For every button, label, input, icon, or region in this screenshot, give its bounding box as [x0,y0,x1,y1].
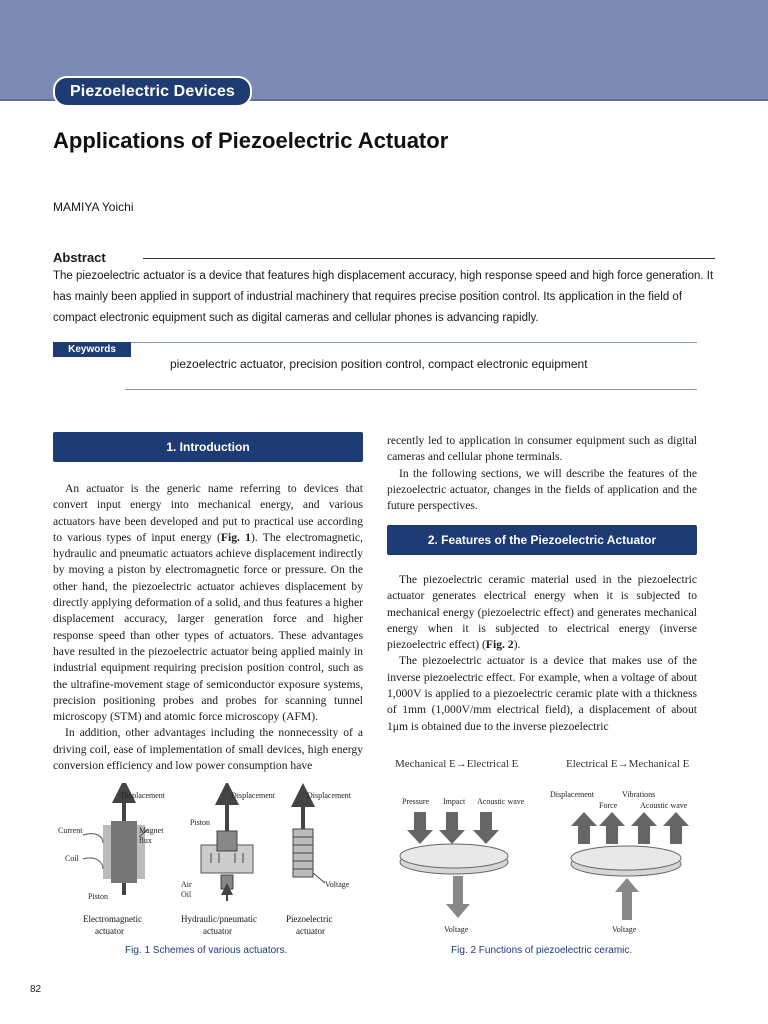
fig1-em-name-1: Electromagnetic [83,914,142,924]
fig1-pz-name-1: Piezoelectric [286,914,333,924]
fig2-left-title: Mechanical E→Electrical E [395,758,519,770]
abstract-heading: Abstract [53,250,106,265]
fig1-hp-displacement-label: Displacement [231,791,275,800]
figure-2-caption: Fig. 2 Functions of piezoelectric ceramic. [451,945,633,956]
fig2-right-drawing [571,812,689,920]
fig1-air-label: Air [181,880,192,889]
fig2-impact-label: Impact [443,797,466,806]
fig1-pz-displacement-label: Displacement [307,791,351,800]
section-heading-features: 2. Features of the Piezoelectric Actuator [387,525,697,555]
fig2-acoustic-wave-right-label: Acoustic wave [640,801,688,810]
fig1-current-label: Current [58,826,83,835]
fig2-vibrations-label: Vibrations [622,790,656,799]
fig2-pressure-label: Pressure [402,797,430,806]
left-column-text [53,481,363,774]
features-paragraph-2: The piezoelectric actuator is a device that makes use of the inverse piezoelectric effect. For example, when a voltage of about 1,000V is applied to a piezoelectric ceramic plate with a thickness of 1mm (1,000V/mm electrical field), a displacement of about 1μm is obtained due to the inverse piezoelectric [387,654,697,733]
fig2-voltage-left-label: Voltage [444,925,469,934]
fig1-hp-name-1: Hydraulic/pneumatic [181,914,257,924]
fig1-reference: Fig. 1 [220,530,251,544]
intro-paragraph-1: An actuator is the generic name referring to devices that convert input energy into mechanical energy, and various actuators have been developed and put to practical use according to various types of input energy (Fig. 1). The electromagnetic, hydraulic and pneumatic actuators achieve displacement indirectly by moving a piston by electromagnetic force or pressure. On the other hand, the piezoelectric actuator achieves displacement by directly applying deformation of a solid, and thus features a higher displacement accuracy, larger generation force and higher response speed than other types of actuators. These advantages have resulted in the piezoelectric actuator being applied mainly in industrial equipment requiring precision position control, such as the ultrafine-movement stage of semiconductor exposure systems, precision positioning probes and probes for scanning tunnel microscopy (STM) and atomic force microscopy (AFM). [53,482,363,724]
fig2-voltage-right-label: Voltage [612,925,637,934]
fig1-voltage-label: Voltage [325,880,350,889]
keywords-rule-bottom [125,389,697,390]
fig1-em-piston-label: Piston [88,892,109,901]
abstract-text: The piezoelectric actuator is a device that features high displacement accuracy, high response speed and high force generation. It has mainly been applied in support of industrial machinery that requires precise position control. Its application in the field of compact electronic equipment such as digital cameras and cellular phones is advancing rapidly. [53,270,714,324]
fig1-oil-label: Oil [181,890,192,899]
hydraulic-actuator-drawing [201,793,253,901]
fig2-right-title: Electrical E→Mechanical E [566,758,690,770]
keywords-text: piezoelectric actuator, precision position control, compact electronic equipment [170,357,588,371]
right-column-text-top [387,433,697,514]
figure-1 [53,783,373,943]
fig1-coil-label: Coil [65,854,79,863]
fig1-magnet-label: Magnet [139,826,164,835]
fig2-left-drawing [400,812,508,918]
author: MAMIYA Yoichi [53,200,134,214]
figure-1-caption: Fig. 1 Schemes of various actuators. [125,945,288,956]
fig1-pz-name-2: actuator [296,926,325,936]
section-heading-introduction: 1. Introduction [53,432,363,462]
page-number: 82 [30,984,42,995]
fig2-force-label: Force [599,801,618,810]
keywords-label: Keywords [53,342,131,357]
fig2-reference: Fig. 2 [485,638,514,652]
fig1-em-displacement-label: Displacement [121,791,165,800]
intro-paragraph-3: In the following sections, we will describe the features of the piezoelectric actuator, changes in the fields of application and the future perspectives. [387,466,697,513]
fig1-em-name-2: actuator [95,926,124,936]
fig1-hp-name-2: actuator [203,926,232,936]
fig1-hp-piston-label: Piston [190,818,211,827]
fig1-flux-label: flux [139,836,152,845]
figure-2 [390,752,710,944]
fig2-displacement-label: Displacement [550,790,594,799]
keywords-rule-top [53,342,697,343]
right-column-text-bottom [387,572,697,735]
intro-paragraph-2-continued: recently led to application in consumer equipment such as digital cameras and cellular phone terminals. [387,434,697,464]
fig2-acoustic-wave-left-label: Acoustic wave [477,797,525,806]
abstract-rule [143,258,715,259]
page-title: Applications of Piezoelectric Actuator [53,128,449,153]
features-paragraph-1: The piezoelectric ceramic material used in the piezoelectric actuator generates electrical energy when it is subjected to mechanical energy (piezoelectric effect) and generates mechanical energy when it is subjected to electrical energy (inverse piezoelectric effect) (Fig. 2). [387,573,697,652]
section-label: Piezoelectric Devices [53,76,252,107]
piezoelectric-actuator-drawing [293,795,325,883]
intro-paragraph-2: In addition, other advantages including the nonnecessity of a driving coil, ease of implementation of small devices, high energy conversion efficiency and low power consumption have [53,726,363,773]
